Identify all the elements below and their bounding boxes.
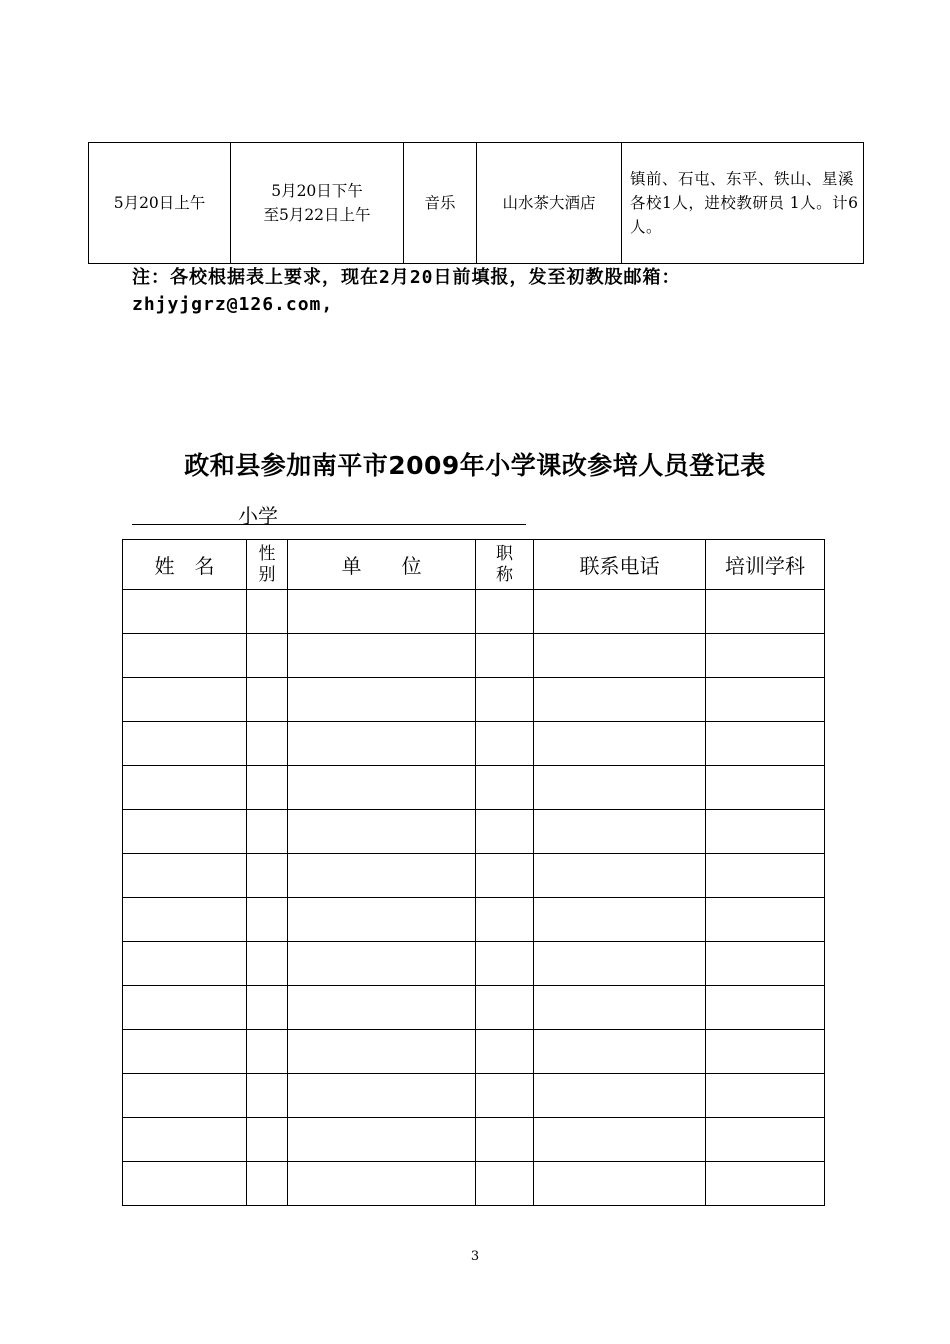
gender-cell[interactable] bbox=[247, 986, 288, 1030]
page-number: 3 bbox=[470, 1249, 480, 1264]
header-title-char-2: 称 bbox=[496, 564, 513, 585]
name-cell[interactable] bbox=[123, 590, 247, 634]
gender-cell[interactable] bbox=[247, 1030, 288, 1074]
subject-cell[interactable] bbox=[706, 590, 825, 634]
phone-cell[interactable] bbox=[534, 722, 706, 766]
unit-cell[interactable] bbox=[288, 810, 476, 854]
schedule-location: 山水茶大酒店 bbox=[477, 143, 622, 264]
table-row bbox=[123, 1162, 825, 1206]
subject-cell[interactable] bbox=[706, 1162, 825, 1206]
subject-cell[interactable] bbox=[706, 678, 825, 722]
unit-cell[interactable] bbox=[288, 942, 476, 986]
unit-cell[interactable] bbox=[288, 1162, 476, 1206]
header-title bbox=[476, 540, 534, 590]
unit-cell[interactable] bbox=[288, 854, 476, 898]
subject-cell[interactable] bbox=[706, 766, 825, 810]
unit-cell[interactable] bbox=[288, 590, 476, 634]
phone-cell[interactable] bbox=[534, 1162, 706, 1206]
school-label: 小学 bbox=[238, 504, 278, 528]
subject-cell[interactable] bbox=[706, 854, 825, 898]
gender-cell[interactable] bbox=[247, 678, 288, 722]
schedule-duration bbox=[231, 143, 404, 264]
unit-cell[interactable] bbox=[288, 678, 476, 722]
phone-cell[interactable] bbox=[534, 898, 706, 942]
note-text: 注：各校根据表上要求，现在2月20日前填报，发至初教股邮箱： bbox=[132, 267, 681, 288]
name-cell[interactable] bbox=[123, 1162, 247, 1206]
name-cell[interactable] bbox=[123, 678, 247, 722]
subject-cell[interactable] bbox=[706, 722, 825, 766]
schedule-duration-end: 至5月22日上午 bbox=[263, 206, 371, 224]
schedule-participants: 镇前、石屯、东平、铁山、星溪各校1人，进校教研员 1人。计6人。 bbox=[622, 143, 864, 264]
gender-cell[interactable] bbox=[247, 590, 288, 634]
name-cell[interactable] bbox=[123, 810, 247, 854]
header-phone: 联系电话 bbox=[534, 540, 706, 590]
phone-cell[interactable] bbox=[534, 590, 706, 634]
gender-cell[interactable] bbox=[247, 810, 288, 854]
name-cell[interactable] bbox=[123, 766, 247, 810]
name-cell[interactable] bbox=[123, 854, 247, 898]
title-cell[interactable] bbox=[476, 810, 534, 854]
header-gender-char-1: 性 bbox=[258, 543, 276, 564]
schedule-time: 5月20日上午 bbox=[89, 143, 231, 264]
title-cell[interactable] bbox=[476, 1074, 534, 1118]
subject-cell[interactable] bbox=[706, 898, 825, 942]
table-row bbox=[123, 1074, 825, 1118]
title-cell[interactable] bbox=[476, 898, 534, 942]
header-name: 姓 名 bbox=[123, 540, 247, 590]
unit-cell[interactable] bbox=[288, 766, 476, 810]
subject-cell[interactable] bbox=[706, 1030, 825, 1074]
table-row bbox=[123, 854, 825, 898]
table-row bbox=[123, 810, 825, 854]
unit-cell[interactable] bbox=[288, 898, 476, 942]
table-row bbox=[123, 722, 825, 766]
name-cell[interactable] bbox=[123, 1030, 247, 1074]
phone-cell[interactable] bbox=[534, 1074, 706, 1118]
header-subject: 培训学科 bbox=[706, 540, 825, 590]
phone-cell[interactable] bbox=[534, 942, 706, 986]
title-cell[interactable] bbox=[476, 1118, 534, 1162]
phone-cell[interactable] bbox=[534, 1030, 706, 1074]
title-cell[interactable] bbox=[476, 722, 534, 766]
gender-cell[interactable] bbox=[247, 854, 288, 898]
gender-cell[interactable] bbox=[247, 1074, 288, 1118]
title-cell[interactable] bbox=[476, 986, 534, 1030]
unit-cell[interactable] bbox=[288, 1030, 476, 1074]
unit-cell[interactable] bbox=[288, 634, 476, 678]
title-cell[interactable] bbox=[476, 678, 534, 722]
schedule-row bbox=[89, 143, 864, 264]
gender-cell[interactable] bbox=[247, 722, 288, 766]
schedule-duration-start: 5月20日下午 bbox=[271, 182, 363, 200]
phone-cell[interactable] bbox=[534, 678, 706, 722]
schedule-subject: 音乐 bbox=[404, 143, 477, 264]
gender-cell[interactable] bbox=[247, 942, 288, 986]
title-cell[interactable] bbox=[476, 854, 534, 898]
gender-cell[interactable] bbox=[247, 766, 288, 810]
table-row bbox=[123, 986, 825, 1030]
name-cell[interactable] bbox=[123, 942, 247, 986]
unit-cell[interactable] bbox=[288, 1074, 476, 1118]
table-row bbox=[123, 634, 825, 678]
name-cell[interactable] bbox=[123, 1118, 247, 1162]
phone-cell[interactable] bbox=[534, 854, 706, 898]
school-name-field bbox=[132, 500, 526, 528]
unit-cell[interactable] bbox=[288, 1118, 476, 1162]
subject-cell[interactable] bbox=[706, 1118, 825, 1162]
phone-cell[interactable] bbox=[534, 810, 706, 854]
registration-header-row bbox=[123, 540, 825, 590]
header-title-char-1: 职 bbox=[496, 543, 513, 564]
subject-cell[interactable] bbox=[706, 986, 825, 1030]
name-cell[interactable] bbox=[123, 1074, 247, 1118]
subject-cell[interactable] bbox=[706, 942, 825, 986]
registration-body bbox=[123, 590, 825, 1206]
phone-cell[interactable] bbox=[534, 986, 706, 1030]
phone-cell[interactable] bbox=[534, 634, 706, 678]
title-cell[interactable] bbox=[476, 1162, 534, 1206]
header-gender bbox=[247, 540, 288, 590]
note-email: zhjyjgrz@126.com, bbox=[132, 294, 334, 315]
table-row bbox=[123, 1030, 825, 1074]
header-gender-char-2: 别 bbox=[258, 564, 276, 585]
gender-cell[interactable] bbox=[247, 1118, 288, 1162]
registration-table bbox=[122, 539, 825, 1206]
title-cell[interactable] bbox=[476, 590, 534, 634]
gender-cell[interactable] bbox=[247, 898, 288, 942]
table-row bbox=[123, 590, 825, 634]
title-cell[interactable] bbox=[476, 942, 534, 986]
table-row bbox=[123, 678, 825, 722]
name-cell[interactable] bbox=[123, 634, 247, 678]
table-row bbox=[123, 898, 825, 942]
gender-cell[interactable] bbox=[247, 634, 288, 678]
title-cell[interactable] bbox=[476, 1030, 534, 1074]
unit-cell[interactable] bbox=[288, 986, 476, 1030]
name-cell[interactable] bbox=[123, 986, 247, 1030]
title-cell[interactable] bbox=[476, 766, 534, 810]
name-cell[interactable] bbox=[123, 722, 247, 766]
subject-cell[interactable] bbox=[706, 810, 825, 854]
subject-cell[interactable] bbox=[706, 634, 825, 678]
title-cell[interactable] bbox=[476, 634, 534, 678]
table-row bbox=[123, 766, 825, 810]
phone-cell[interactable] bbox=[534, 766, 706, 810]
header-unit: 单 位 bbox=[288, 540, 476, 590]
name-cell[interactable] bbox=[123, 898, 247, 942]
gender-cell[interactable] bbox=[247, 1162, 288, 1206]
phone-cell[interactable] bbox=[534, 1118, 706, 1162]
unit-cell[interactable] bbox=[288, 722, 476, 766]
form-title: 政和县参加南平市2009年小学课改参培人员登记表 bbox=[184, 451, 766, 480]
subject-cell[interactable] bbox=[706, 1074, 825, 1118]
table-row bbox=[123, 1118, 825, 1162]
schedule-table bbox=[88, 142, 864, 264]
table-row bbox=[123, 942, 825, 986]
submission-note bbox=[132, 264, 832, 318]
